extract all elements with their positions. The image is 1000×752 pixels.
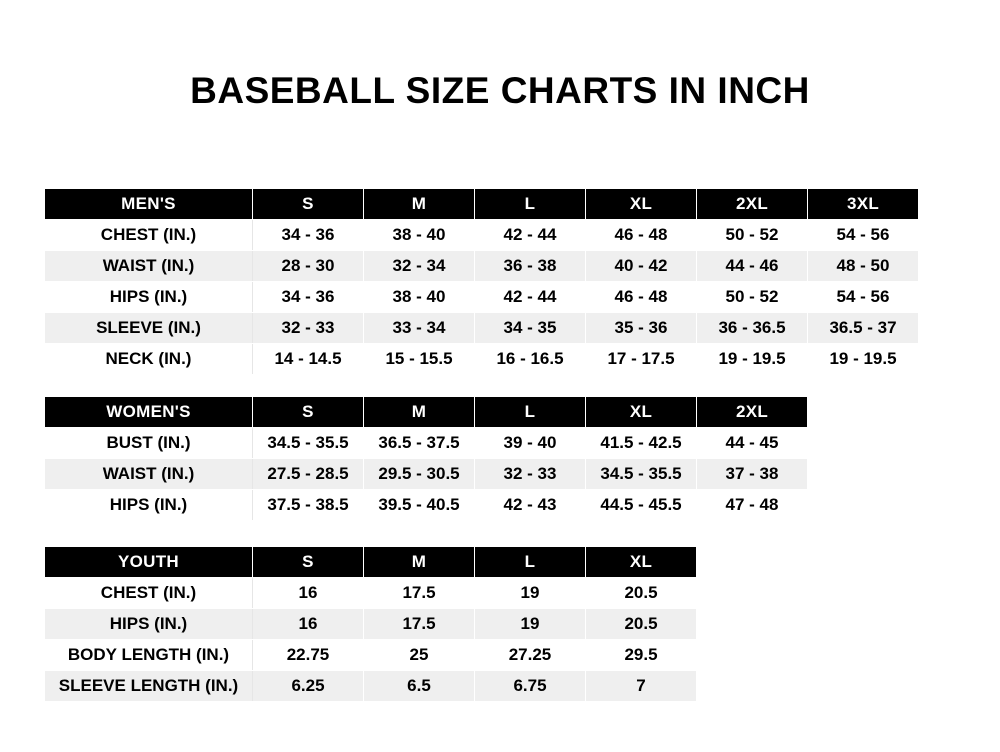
table-cell: 17.5 bbox=[364, 578, 475, 609]
table-row bbox=[45, 609, 697, 640]
column-header: L bbox=[475, 547, 586, 578]
table-cell: 34.5 - 35.5 bbox=[586, 459, 697, 490]
table-cell: 44 - 46 bbox=[697, 251, 808, 282]
row-label: BUST (IN.) bbox=[45, 428, 253, 459]
table-cell: 27.5 - 28.5 bbox=[253, 459, 364, 490]
table-cell: 19 - 19.5 bbox=[808, 344, 919, 375]
table-cell: 34.5 - 35.5 bbox=[253, 428, 364, 459]
youth-size-chart bbox=[44, 546, 697, 702]
table-cell: 46 - 48 bbox=[586, 220, 697, 251]
table-cell: 6.5 bbox=[364, 671, 475, 702]
mens-table bbox=[44, 188, 919, 375]
table-cell: 32 - 33 bbox=[475, 459, 586, 490]
table-cell: 25 bbox=[364, 640, 475, 671]
table-cell: 42 - 43 bbox=[475, 490, 586, 521]
table-row bbox=[45, 313, 919, 344]
table-cell: 39 - 40 bbox=[475, 428, 586, 459]
column-header: S bbox=[253, 189, 364, 220]
table-row bbox=[45, 640, 697, 671]
table-header-row bbox=[45, 547, 697, 578]
table-cell: 42 - 44 bbox=[475, 220, 586, 251]
table-cell: 16 bbox=[253, 578, 364, 609]
table-cell: 34 - 36 bbox=[253, 282, 364, 313]
table-cell: 36.5 - 37.5 bbox=[364, 428, 475, 459]
womens-size-chart bbox=[44, 396, 808, 521]
column-header: M bbox=[364, 397, 475, 428]
table-cell: 47 - 48 bbox=[697, 490, 808, 521]
row-label: WAIST (IN.) bbox=[45, 459, 253, 490]
table-cell: 15 - 15.5 bbox=[364, 344, 475, 375]
column-header: XL bbox=[586, 397, 697, 428]
column-header: S bbox=[253, 547, 364, 578]
column-header: XL bbox=[586, 189, 697, 220]
table-cell: 16 bbox=[253, 609, 364, 640]
table-cell: 36 - 38 bbox=[475, 251, 586, 282]
table-cell: 50 - 52 bbox=[697, 220, 808, 251]
table-cell: 27.25 bbox=[475, 640, 586, 671]
table-cell: 34 - 36 bbox=[253, 220, 364, 251]
table-row bbox=[45, 251, 919, 282]
table-cell: 38 - 40 bbox=[364, 220, 475, 251]
table-cell: 17.5 bbox=[364, 609, 475, 640]
table-header-row bbox=[45, 397, 808, 428]
table-row bbox=[45, 459, 808, 490]
table-cell: 29.5 - 30.5 bbox=[364, 459, 475, 490]
table-cell: 32 - 34 bbox=[364, 251, 475, 282]
column-header: L bbox=[475, 189, 586, 220]
womens-table bbox=[44, 396, 808, 521]
table-cell: 50 - 52 bbox=[697, 282, 808, 313]
table-cell: 36.5 - 37 bbox=[808, 313, 919, 344]
table-row bbox=[45, 344, 919, 375]
table-cell: 36 - 36.5 bbox=[697, 313, 808, 344]
row-label: NECK (IN.) bbox=[45, 344, 253, 375]
table-cell: 22.75 bbox=[253, 640, 364, 671]
row-label: CHEST (IN.) bbox=[45, 220, 253, 251]
column-header: XL bbox=[586, 547, 697, 578]
table-cell: 20.5 bbox=[586, 578, 697, 609]
table-row bbox=[45, 578, 697, 609]
table-cell: 20.5 bbox=[586, 609, 697, 640]
table-cell: 54 - 56 bbox=[808, 220, 919, 251]
column-header: YOUTH bbox=[45, 547, 253, 578]
row-label: CHEST (IN.) bbox=[45, 578, 253, 609]
table-cell: 19 bbox=[475, 578, 586, 609]
table-cell: 37 - 38 bbox=[697, 459, 808, 490]
table-cell: 17 - 17.5 bbox=[586, 344, 697, 375]
row-label: SLEEVE LENGTH (IN.) bbox=[45, 671, 253, 702]
row-label: BODY LENGTH (IN.) bbox=[45, 640, 253, 671]
table-cell: 29.5 bbox=[586, 640, 697, 671]
table-cell: 38 - 40 bbox=[364, 282, 475, 313]
table-row bbox=[45, 490, 808, 521]
table-cell: 39.5 - 40.5 bbox=[364, 490, 475, 521]
column-header: 2XL bbox=[697, 397, 808, 428]
youth-table bbox=[44, 546, 697, 702]
table-row bbox=[45, 220, 919, 251]
table-cell: 33 - 34 bbox=[364, 313, 475, 344]
table-cell: 7 bbox=[586, 671, 697, 702]
table-cell: 46 - 48 bbox=[586, 282, 697, 313]
table-cell: 42 - 44 bbox=[475, 282, 586, 313]
table-cell: 19 - 19.5 bbox=[697, 344, 808, 375]
column-header: S bbox=[253, 397, 364, 428]
row-label: HIPS (IN.) bbox=[45, 609, 253, 640]
table-cell: 41.5 - 42.5 bbox=[586, 428, 697, 459]
column-header: WOMEN'S bbox=[45, 397, 253, 428]
table-cell: 35 - 36 bbox=[586, 313, 697, 344]
column-header: M bbox=[364, 547, 475, 578]
table-cell: 44.5 - 45.5 bbox=[586, 490, 697, 521]
table-row bbox=[45, 671, 697, 702]
table-row bbox=[45, 282, 919, 313]
table-row bbox=[45, 428, 808, 459]
table-cell: 40 - 42 bbox=[586, 251, 697, 282]
table-cell: 19 bbox=[475, 609, 586, 640]
table-cell: 6.75 bbox=[475, 671, 586, 702]
table-cell: 37.5 - 38.5 bbox=[253, 490, 364, 521]
column-header: L bbox=[475, 397, 586, 428]
table-cell: 14 - 14.5 bbox=[253, 344, 364, 375]
row-label: HIPS (IN.) bbox=[45, 490, 253, 521]
column-header: 2XL bbox=[697, 189, 808, 220]
table-cell: 32 - 33 bbox=[253, 313, 364, 344]
table-header-row bbox=[45, 189, 919, 220]
column-header: 3XL bbox=[808, 189, 919, 220]
row-label: HIPS (IN.) bbox=[45, 282, 253, 313]
page-title: BASEBALL SIZE CHARTS IN INCH bbox=[190, 70, 810, 111]
table-cell: 6.25 bbox=[253, 671, 364, 702]
table-cell: 16 - 16.5 bbox=[475, 344, 586, 375]
table-cell: 28 - 30 bbox=[253, 251, 364, 282]
table-cell: 48 - 50 bbox=[808, 251, 919, 282]
row-label: SLEEVE (IN.) bbox=[45, 313, 253, 344]
table-cell: 44 - 45 bbox=[697, 428, 808, 459]
table-cell: 34 - 35 bbox=[475, 313, 586, 344]
column-header: M bbox=[364, 189, 475, 220]
table-cell: 54 - 56 bbox=[808, 282, 919, 313]
mens-size-chart bbox=[44, 188, 919, 375]
row-label: WAIST (IN.) bbox=[45, 251, 253, 282]
column-header: MEN'S bbox=[45, 189, 253, 220]
